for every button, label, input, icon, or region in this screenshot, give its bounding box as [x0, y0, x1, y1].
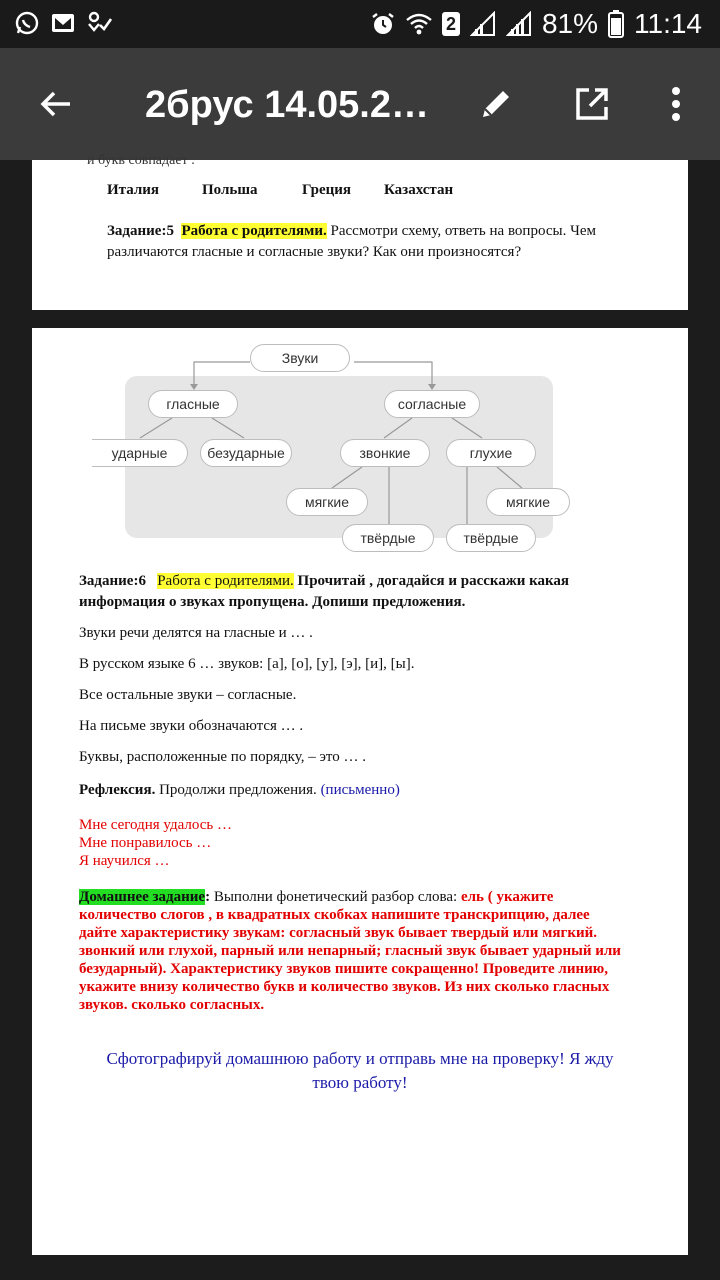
node-consonants: согласные: [384, 390, 480, 418]
signal-icon-2: [506, 11, 532, 37]
task6-line1: [79, 573, 569, 590]
node-hard-right: твёрдые: [446, 524, 536, 552]
node-voiced: звонкие: [340, 439, 430, 467]
homework-line5: безударный). Характеристику звуков пишите сокращенно! Проведите линию,: [79, 961, 608, 977]
wifi-icon: [406, 11, 432, 37]
node-vowels: гласные: [148, 390, 238, 418]
node-soft-right: мягкие: [486, 488, 570, 516]
homework-line6: укажите внизу количество букв и количество звуков. Из них сколько гласных: [79, 979, 610, 995]
reflection-line: [79, 782, 400, 799]
homework-line3: дайте характеристику звукам: согласный звук бывает твердый или мягкий.: [79, 925, 598, 941]
country-italy: Италия: [107, 182, 160, 198]
task5-line1: [107, 223, 596, 240]
sentence-2: В русском языке 6 … звуков: [а], [о], [у], [э], [и], [ы].: [79, 656, 415, 672]
sentence-1: Звуки речи делятся на гласные и … .: [79, 625, 313, 641]
country-kazakhstan: Казахстан: [384, 182, 454, 198]
back-arrow-icon: [38, 86, 74, 122]
reflection-note: (письменно): [320, 782, 400, 798]
reflection-text: Продолжи предложения.: [159, 782, 317, 798]
pencil-icon: [477, 85, 515, 123]
node-hard-left: твёрдые: [342, 524, 434, 552]
homework-line1: [79, 889, 553, 906]
homework-word: ель ( укажите: [460, 889, 554, 905]
signal-icon: [470, 11, 496, 37]
country-greece: Греция: [302, 182, 351, 198]
homework-line4: звонкий или глухой, парный или непарный; гласный звук бывает ударный или: [79, 943, 621, 959]
task6-text1: Прочитай , догадайся и расскажи какая: [293, 573, 570, 589]
node-stressed: ударные: [92, 439, 188, 467]
open-external-button[interactable]: [566, 78, 618, 130]
sentence-4: На письме звуки обозначаются … .: [79, 718, 304, 734]
gmail-icon: [50, 10, 76, 36]
status-bar: [0, 0, 720, 48]
battery-icon: [608, 10, 624, 38]
open-in-new-icon: [573, 85, 611, 123]
closing-line2: твою работу!: [312, 1073, 408, 1092]
node-unstressed: безударные: [200, 439, 292, 467]
battery-percent: 81%: [541, 8, 598, 39]
more-vert-icon: [671, 85, 681, 123]
sentence-5: Буквы, расположенные по порядку, – это … .: [79, 749, 367, 765]
homework-line2: количество слогов , в квадратных скобках напишите транскрипцию, далее: [79, 907, 590, 923]
back-button[interactable]: [30, 78, 82, 130]
task6-label: Задание:6: [79, 573, 146, 589]
node-soft-left: мягкие: [286, 488, 368, 516]
task5-text2: различаются гласные и согласные звуки? Как они произносятся?: [107, 244, 522, 260]
cut-off-line: и букв совпадает .: [87, 153, 195, 168]
alarm-icon: [370, 11, 396, 37]
reflection-item-2: Мне понравилось …: [79, 835, 212, 851]
app-bar: [0, 48, 720, 160]
task5-highlight: Работа с родителями.: [181, 223, 327, 239]
reflection-item-3: Я научился …: [79, 853, 170, 869]
task6-text2: информация о звуках пропущена. Допиши предложения.: [79, 594, 466, 610]
odnoklassniki-check-icon: [86, 10, 112, 36]
document-page-1[interactable]: [32, 153, 688, 310]
node-sounds: Звуки: [250, 344, 350, 372]
reflection-label: Рефлексия.: [79, 782, 156, 798]
edit-button[interactable]: [470, 78, 522, 130]
homework-colon: :: [205, 889, 211, 905]
document-title: 2брус 14.05.2…: [145, 84, 429, 126]
document-page-2[interactable]: [32, 328, 688, 1255]
task6-highlight: Работа с родителями.: [157, 573, 294, 589]
clock: 11:14: [634, 8, 702, 39]
closing-line1: Сфотографируй домашнюю работу и отправь мне на проверку! Я жду: [106, 1049, 614, 1068]
more-options-button[interactable]: [650, 78, 702, 130]
task5-text1: Рассмотри схему, ответь на вопросы. Чем: [330, 223, 596, 239]
homework-line7: звуков. сколько согласных.: [79, 997, 265, 1013]
sentence-3: Все остальные звуки – согласные.: [79, 687, 297, 703]
homework-label: Домашнее задание: [79, 889, 206, 905]
sim-badge: 2: [442, 12, 460, 36]
country-poland: Польша: [202, 182, 258, 198]
whatsapp-icon: [14, 10, 40, 36]
homework-intro: Выполни фонетический разбор слова:: [213, 889, 458, 905]
task5-label: Задание:5: [107, 223, 174, 239]
node-voiceless: глухие: [446, 439, 536, 467]
reflection-item-1: Мне сегодня удалось …: [79, 817, 233, 833]
